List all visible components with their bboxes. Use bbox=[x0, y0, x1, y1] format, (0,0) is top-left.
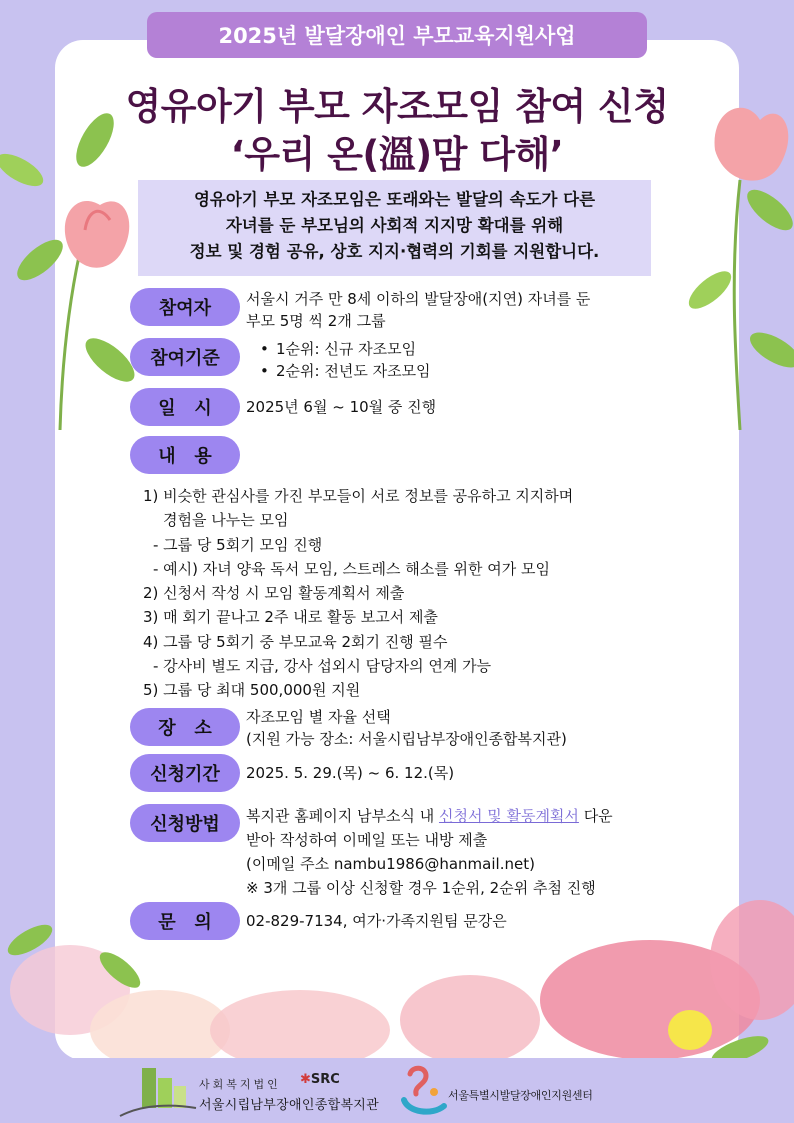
label-pill-method: 신청방법 bbox=[130, 804, 240, 842]
nambu-welfare-logo-icon bbox=[118, 1064, 198, 1118]
label-pill-criteria: 참여기준 bbox=[130, 338, 240, 376]
method-text bbox=[246, 804, 686, 900]
content-line: - 강사비 별도 지급, 강사 섭외시 담당자의 연계 가능 bbox=[153, 657, 492, 676]
section-participants bbox=[130, 286, 690, 334]
section-method bbox=[130, 804, 690, 900]
label-pill-place: 장 소 bbox=[130, 708, 240, 746]
seoul-development-center-logo-icon bbox=[398, 1062, 448, 1118]
program-banner: 2025년 발달장애인 부모교육지원사업 bbox=[147, 12, 647, 58]
intro-box bbox=[138, 180, 651, 276]
page-title-line1: 영유아기 부모 자조모임 참여 신청 bbox=[125, 85, 669, 128]
intro-line: 자녀를 둔 부모님의 사회적 지지망 확대를 위해 bbox=[225, 216, 564, 235]
intro-line: 영유아기 부모 자조모임은 또래와는 발달의 속도가 다른 bbox=[193, 190, 596, 209]
label-pill-schedule: 일 시 bbox=[130, 388, 240, 426]
label-pill-period: 신청기간 bbox=[130, 754, 240, 792]
content-line: 2) 신청서 작성 시 모임 활동계획서 제출 bbox=[143, 584, 405, 603]
section-inquiry bbox=[130, 902, 690, 942]
org1-small-text: 사회복지법인 bbox=[199, 1078, 281, 1091]
content-line: 1) 비슷한 관심사를 가진 부모들이 서로 정보를 공유하고 지지하며 bbox=[143, 487, 574, 505]
content-line: 경험을 나누는 모임 bbox=[163, 511, 289, 530]
content-line: 5) 그룹 당 최대 500,000원 지원 bbox=[143, 681, 361, 700]
content-line: 4) 그룹 당 5회기 중 부모교육 2회기 진행 필수 bbox=[143, 632, 448, 651]
period-text: 2025. 5. 29.(목) ~ 6. 12.(목) bbox=[246, 764, 455, 782]
method-line-text: 다운 bbox=[578, 807, 613, 825]
section-period bbox=[130, 754, 690, 794]
label-pill-participants: 참여자 bbox=[130, 288, 240, 326]
method-line: ※ 3개 그룹 이상 신청할 경우 1순위, 2순위 추첨 진행 bbox=[246, 879, 596, 897]
inquiry-text: 02-829-7134, 여가·가족지원팀 문강은 bbox=[246, 912, 507, 930]
participants-text bbox=[246, 288, 686, 332]
src-label: SRC bbox=[310, 1072, 340, 1087]
place-line: 자조모임 별 자율 선택 bbox=[246, 708, 391, 726]
org2-name: 서울특별시발달장애인지원센터 bbox=[448, 1089, 593, 1102]
application-form-link[interactable]: 신청서 및 활동계획서 bbox=[438, 807, 579, 825]
schedule-text: 2025년 6월 ~ 10월 중 진행 bbox=[246, 398, 437, 416]
method-line-text: 복지관 홈페이지 남부소식 내 bbox=[246, 807, 439, 825]
place-text bbox=[246, 706, 686, 750]
org1-name: 서울시립남부장애인종합복지관 bbox=[199, 1098, 380, 1113]
method-line: 받아 작성하여 이메일 또는 내방 제출 bbox=[246, 831, 488, 849]
intro-line: 정보 및 경험 공유, 상호 지지·협력의 기회를 지원합니다. bbox=[189, 242, 600, 261]
participants-line: 서울시 거주 만 8세 이하의 발달장애(지연) 자녀를 둔 bbox=[246, 290, 591, 308]
label-pill-content: 내 용 bbox=[130, 436, 240, 474]
list-item: • 2순위: 전년도 자조모임 bbox=[256, 360, 696, 382]
participants-line: 부모 5명 씩 2개 그룹 bbox=[246, 312, 386, 330]
label-pill-inquiry: 문 의 bbox=[130, 902, 240, 940]
section-criteria bbox=[130, 336, 690, 384]
place-line: (지원 가능 장소: 서울시립남부장애인종합복지관) bbox=[246, 730, 567, 748]
list-item: • 1순위: 신규 자조모임 bbox=[256, 338, 696, 360]
method-line bbox=[246, 804, 686, 828]
content-line: 3) 매 회기 끝나고 2주 내로 활동 보고서 제출 bbox=[143, 608, 438, 627]
section-place bbox=[130, 704, 690, 752]
criteria-list bbox=[256, 338, 696, 382]
content-list bbox=[143, 484, 703, 703]
org1-src-text: ✱SRC bbox=[300, 1072, 340, 1087]
page-title-line2: ‘우리 온(溫)맘 다해’ bbox=[230, 133, 564, 176]
content-line: - 예시) 자녀 양육 독서 모임, 스트레스 해소를 위한 여가 모임 bbox=[153, 559, 550, 578]
content-line: - 그룹 당 5회기 모임 진행 bbox=[153, 535, 323, 554]
section-schedule bbox=[130, 388, 690, 428]
method-line: (이메일 주소 nambu1986@hanmail.net) bbox=[246, 855, 535, 873]
section-content bbox=[130, 436, 690, 476]
